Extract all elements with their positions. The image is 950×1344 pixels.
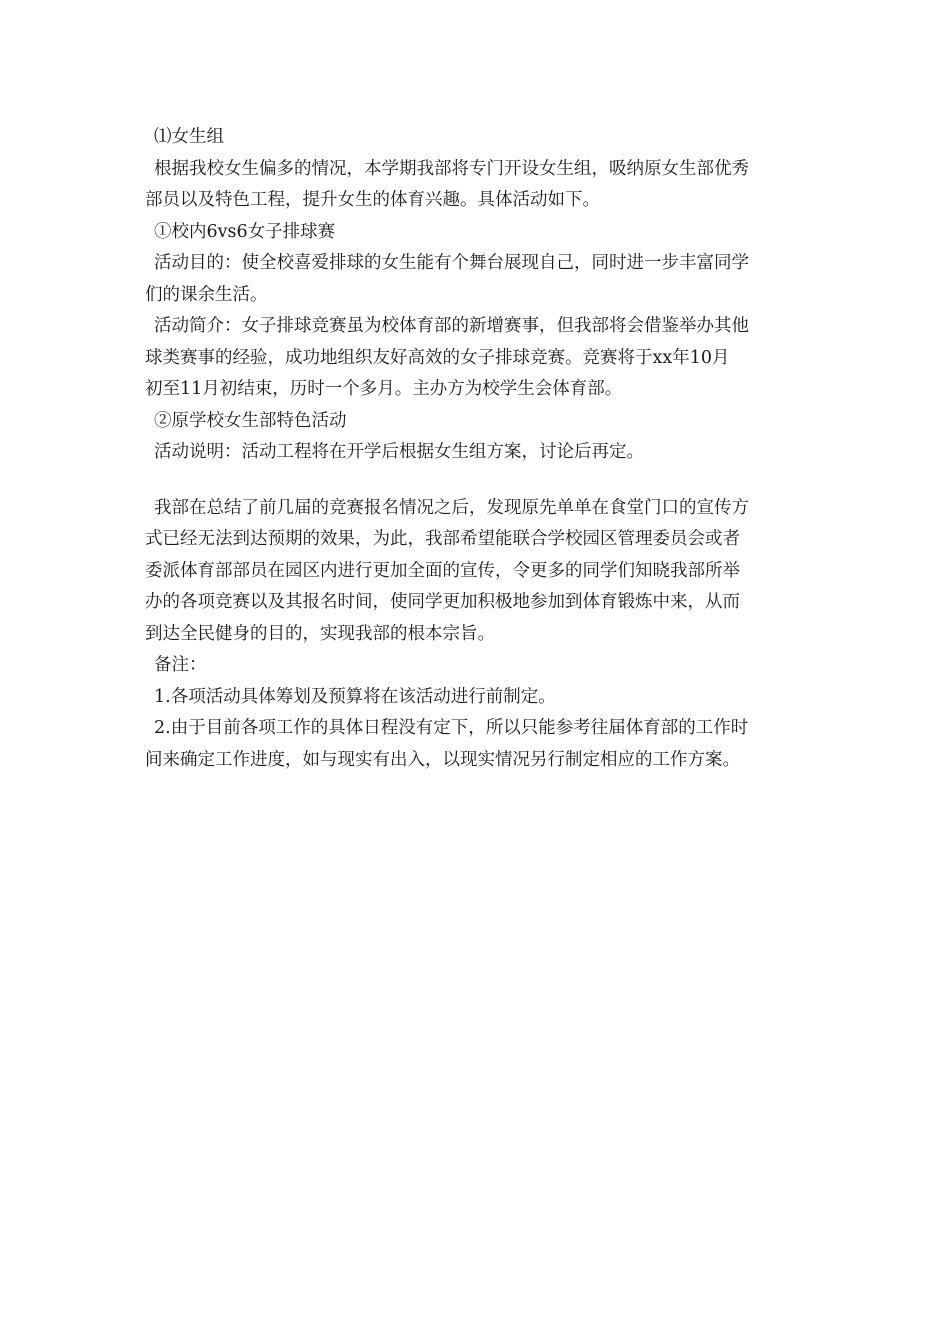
notes-item-2-line-1: 2.由于目前各项工作的具体日程没有定下，所以只能参考往届体育部的工作时 xyxy=(154,718,749,738)
activity-1-intro-line-1: 活动简介：女子排球竞赛虽为校体育部的新增赛事，但我部将会借鉴举办其他 xyxy=(154,316,749,336)
notes-section xyxy=(145,650,810,776)
activity-1-intro-line-2: 球类赛事的经验，成功地组织友好高效的女子排球竞赛。竞赛将于xx年10月 xyxy=(145,347,730,368)
publicity-paragraph-line-4: 办的各项竞赛以及其报名时间，使同学更加积极地参加到体育锻炼中来，从而 xyxy=(145,592,740,612)
publicity-paragraph-line-5: 到达全民健身的目的，实现我部的根本宗旨。 xyxy=(145,623,495,644)
paragraph-spacer xyxy=(145,469,810,493)
activity-1-purpose-line-1: 活动目的：使全校喜爱排球的女生能有个舞台展现自己，同时进一步丰富同学 xyxy=(154,253,749,273)
section-heading: ⑴女生组 xyxy=(154,127,224,147)
notes-heading: 备注： xyxy=(154,655,207,675)
publicity-paragraph-line-2: 式已经无法到达预期的效果，为此，我部希望能联合学校园区管理委员会或者 xyxy=(145,529,740,549)
intro-paragraph-line-2: 部员以及特色工程，提升女生的体育兴趣。具体活动如下。 xyxy=(145,190,600,210)
publicity-paragraph-line-1: 我部在总结了前几届的竞赛报名情况之后，发现原先单单在食堂门口的宣传方 xyxy=(154,497,749,518)
notes-item-1: 1.各项活动具体筹划及预算将在该活动进行前制定。 xyxy=(154,686,556,707)
activity-1-purpose xyxy=(145,248,810,311)
activity-1-intro-line-3: 初至11月初结束，历时一个多月。主办方为校学生会体育部。 xyxy=(145,379,623,399)
intro-paragraph xyxy=(145,154,810,217)
document-body xyxy=(145,122,810,776)
activity-2-description: 活动说明：活动工程将在开学后根据女生组方案，讨论后再定。 xyxy=(154,442,644,462)
activity-2-title: ②原学校女生部特色活动 xyxy=(154,410,347,431)
activity-1-intro xyxy=(145,311,810,406)
notes-item-2-line-2: 间来确定工作进度，如与现实有出入，以现实情况另行制定相应的工作方案。 xyxy=(145,749,740,770)
publicity-paragraph-line-3: 委派体育部部员在园区内进行更加全面的宣传，令更多的同学们知晓我部所举 xyxy=(145,560,740,581)
intro-paragraph-line-1: 根据我校女生偏多的情况，本学期我部将专门开设女生组，吸纳原女生部优秀 xyxy=(154,158,749,179)
activity-1-purpose-line-2: 们的课余生活。 xyxy=(145,284,268,305)
activity-1-title: ①校内6vs6女子排球赛 xyxy=(154,221,336,242)
publicity-paragraph xyxy=(145,493,810,651)
